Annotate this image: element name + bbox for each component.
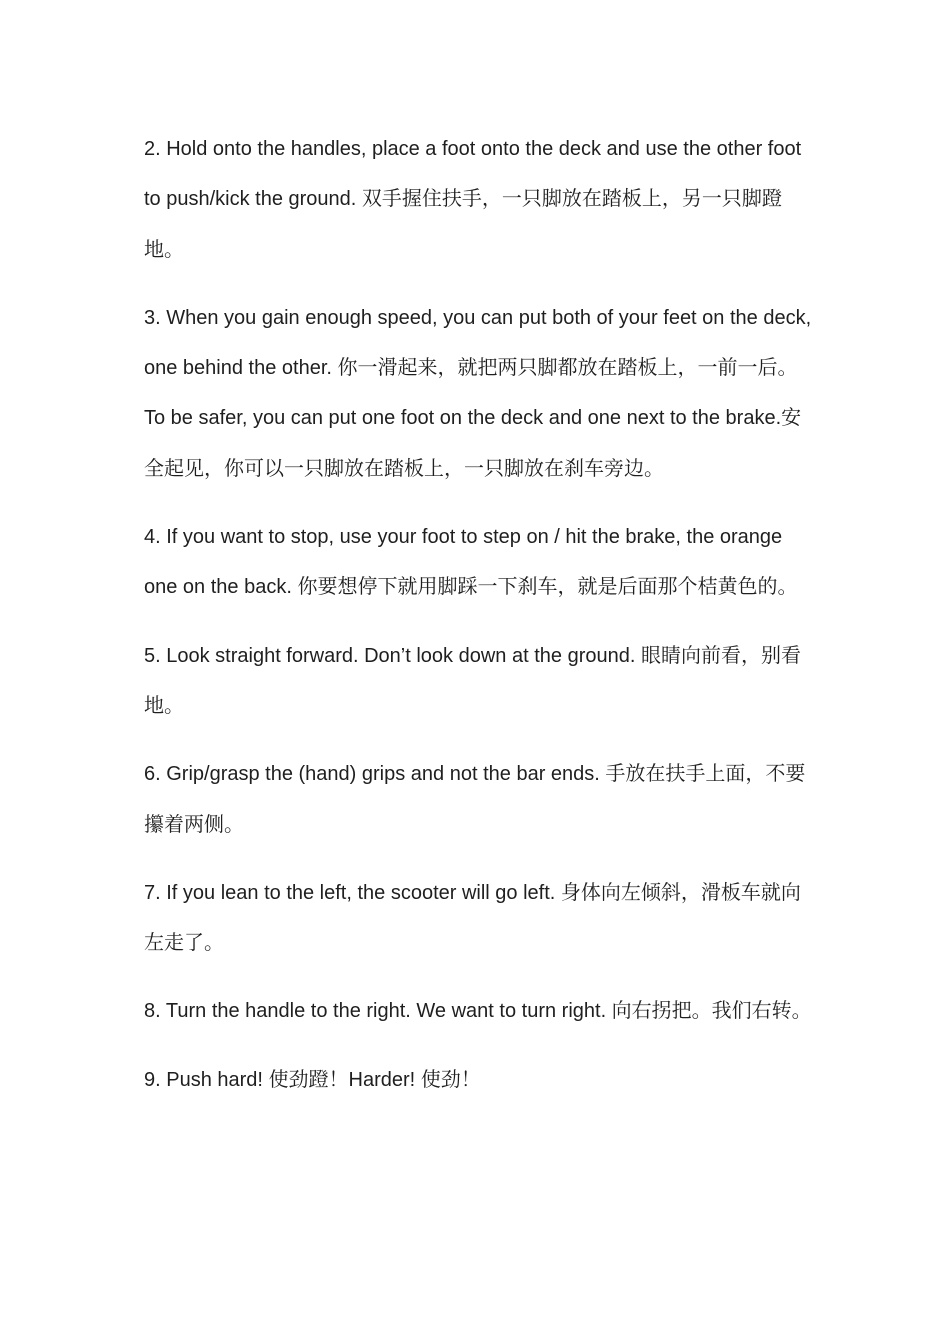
document-body — [144, 124, 814, 1123]
paragraph-step-5: 5. Look straight forward. Don’t look down at the ground. 眼睛向前看，别看地。 — [144, 644, 801, 717]
paragraph-step-8: 8. Turn the handle to the right. We want to turn right. 向右拐把。我们右转。 — [144, 1000, 812, 1023]
paragraph-step-2: 2. Hold onto the handles, place a foot onto the deck and use the other foot to push/kick the ground. 双手握住扶手，一只脚放在踏板上，另一只脚蹬地。 — [144, 138, 802, 261]
paragraph-step-3: 3. When you gain enough speed, you can put both of your feet on the deck, one behind the other. 你一滑起来，就把两只脚都放在踏板上，一前一后。To be safer, you can put one foot on the deck and one next to the brake.安全起见，你可以一只脚放在踏板上，一只脚放在刹车旁边。 — [144, 306, 812, 480]
paragraph-step-4: 4. If you want to stop, use your foot to step on / hit the brake, the orange one on the back. 你要想停下就用脚踩一下刹车，就是后面那个桔黄色的。 — [144, 526, 798, 599]
paragraph-step-6: 6. Grip/grasp the (hand) grips and not the bar ends. 手放在扶手上面，不要攥着两侧。 — [144, 763, 806, 836]
paragraph-step-9: 9. Push hard! 使劲蹬！Harder! 使劲！ — [144, 1068, 481, 1091]
paragraph-step-7: 7. If you lean to the left, the scooter will go left. 身体向左倾斜，滑板车就向左走了。 — [144, 881, 801, 955]
